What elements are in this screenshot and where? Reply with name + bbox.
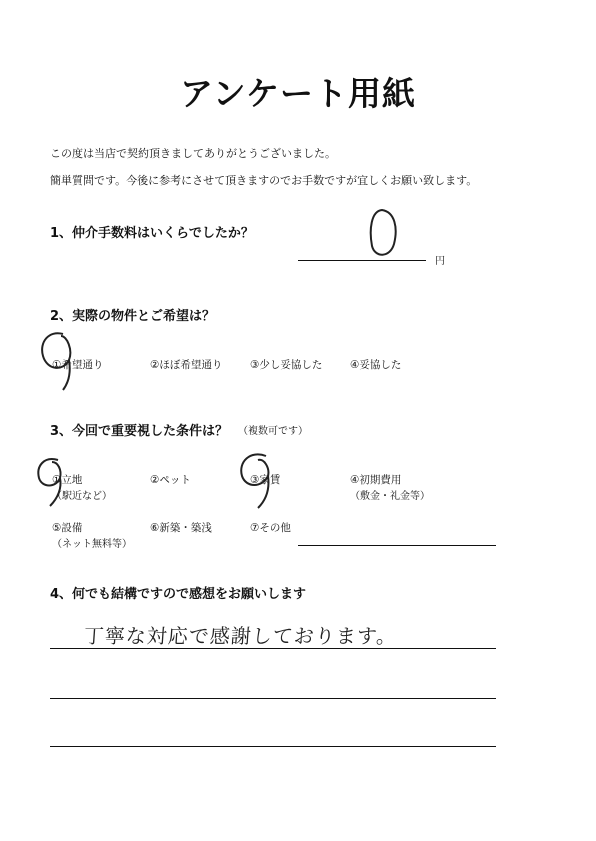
question-1-label: 1、仲介手数料はいくらでしたか？ [50,226,254,241]
q1-handwritten-answer [364,206,404,266]
q3-option-5-sub: （ネット無料等） [52,539,132,550]
question-3-label: 3、今回で重要視した条件は？ [50,424,229,439]
q4-answer-line-3 [50,746,496,747]
q2-option-4[interactable]: ④妥協した [350,359,402,371]
q1-unit: 円 [435,256,445,267]
q2-option-2[interactable]: ②ほぼ希望通り [150,359,223,371]
q3-option-2[interactable]: ②ペット [150,474,191,486]
q2-option-1[interactable]: ①希望通り [52,359,104,371]
q3-other-line [298,545,496,546]
q3-option-5[interactable]: ⑤設備 [52,522,83,534]
q3-option-3[interactable]: ③家賃 [250,474,281,486]
q2-selection-mark [33,326,79,396]
q3-selection-mark-2 [232,448,281,514]
question-3-note: （複数可です） [238,426,308,437]
q1-answer-line [298,260,426,261]
q3-option-7[interactable]: ⑦その他 [250,522,291,534]
question-2-label: 2、実際の物件とご希望は？ [50,309,216,324]
survey-title: アンケート用紙 [179,74,417,113]
q3-option-4[interactable]: ④初期費用 [350,474,402,486]
intro-line-2: 簡単質問です。今後に参考にさせて頂きますのでお手数ですが宜しくお願い致します。 [50,174,478,187]
q4-answer-line-2 [50,698,496,699]
question-4-label: 4、何でも結構ですので感想をお願いします [50,587,307,602]
q3-option-1-sub: （駅近など） [52,491,112,502]
q3-option-1[interactable]: ①立地 [52,474,83,486]
q3-option-4-sub: （敷金・礼金等） [350,491,430,502]
q3-option-6[interactable]: ⑥新築・築浅 [150,522,212,534]
q3-selection-mark-1 [30,452,70,512]
q4-handwritten-answer: 丁寧な対応で感謝しております。 [83,624,399,648]
intro-line-1: この度は当店で契約頂きましてありがとうございました。 [50,147,336,160]
q4-answer-line-1 [50,648,496,649]
q2-option-3[interactable]: ③少し妥協した [250,359,323,371]
